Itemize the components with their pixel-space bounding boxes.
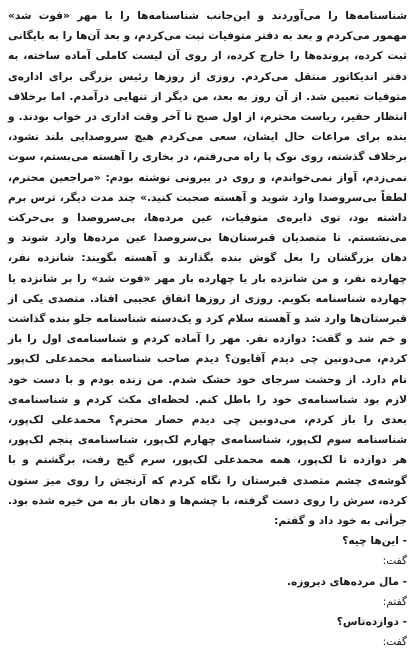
dialogue-list bbox=[8, 531, 407, 652]
dialogue-line: - دوازده‌تاس؟ bbox=[336, 616, 407, 629]
dialogue-speaker-tag: گفتم: bbox=[382, 595, 407, 608]
dialogue-line: - این‌ها چیه؟ bbox=[342, 535, 407, 548]
dialogue-line: - مال مرده‌های دیروزه. bbox=[286, 575, 407, 588]
dialogue-speaker-tag: گفت: bbox=[382, 636, 407, 649]
body-paragraph: شناسنامه‌ها را می‌آوردند و این‌جانب شناسنامه‌ها را با مهر «فوت شد» مهمور می‌کردم و بعد به دفتر متوفیات ثبت می‌کردم، و بعد آن‌ها را به بایگانی ثبت کرده، پرونده‌ها را خارج کرده، از روی آن لیست کاملی آماده ساخته، به دفتر اندیکاتور منتقل می‌کردم. روزی از روزها رئیس بزرگی برای اداره‌ی متوفیات تعیین شد. از آن روز به بعد، من دیگر از تنهایی درآمدم. اما برخلاف انتظار حقیر، ریاست محترم، از اول صبح تا آخر وقت اداری در خواب بودند. و بنده برای مراعات حال ایشان، سعی می‌کردم هیچ سروصدایی بلند نشود، برخلاف گذشته، روی نوک پا راه می‌رفتم، در بخاری را آهسته می‌بستم، سوت نمی‌زدم، آواز نمی‌خواندم، و روی در بیرونی نوشته بودم: «مراجعین محترم، لطفاً بی‌سروصدا وارد شوید و آهسته صحبت کنید.» چند مدت دیگر، ترس برم داشته بود، توی دایره‌ی متوفیات، عین مرده‌ها، بی‌سروصدا و بی‌حرکت می‌نشستم. تا متصدیان قبرستان‌ها بی‌سروصدا عین مرده‌ها وارد شوند و دهان بزرگشان را بغل گوش بنده بگذارند و آهسته بگویند: شانزده نفر، چهارده نفر، و من شانزده بار یا چهارده بار مهر «فوت شد» را بر شانزده یا چهارده شناسنامه بکوبم. روزی از روزها اتفاق عجیبی افتاد. متصدی یکی از قبرستان‌ها وارد شد و آهسته سلام کرد و یک‌دسته شناسنامه جلو بنده گذاشت و خم شد و گفت: دوازده نفر. مهر را آماده کردم و شناسنامه‌ی اول را باز کردم، می‌دونین چی دیدم آقایون؟ دیدم صاحب شناسنامه محمدعلی لک‌پور نام دارد. از وحشت سرجای خود خشک شدم. من زنده بودم و با دست خود لازم بود شناسنامه‌ی خود را باطل کنم. لحظه‌ای مکث کردم و شناسنامه‌ی بعدی را باز کردم، می‌دونین چی دیدم حضار محترم؟ محمدعلی لک‌پور، شناسنامه سوم لک‌پور، شناسنامه‌ی چهارم لک‌پور، شناسنامه‌ی پنجم لک‌پور، هر دوازده تا لک‌پور، همه محمدعلی لک‌پور، سرم گیج رفت، برگشتم و با گوشه‌ی چشم متصدی قبرستان را نگاه کردم که آرنجش را روی میز ستون کرده، سرش را روی دست گرفته، با چشم‌ها و دهان باز به من خیره شده بود. جرأتی به خود داد و گفتم: bbox=[8, 10, 407, 528]
book-page bbox=[8, 6, 407, 649]
dialogue-speaker-tag: گفت: bbox=[382, 555, 407, 568]
